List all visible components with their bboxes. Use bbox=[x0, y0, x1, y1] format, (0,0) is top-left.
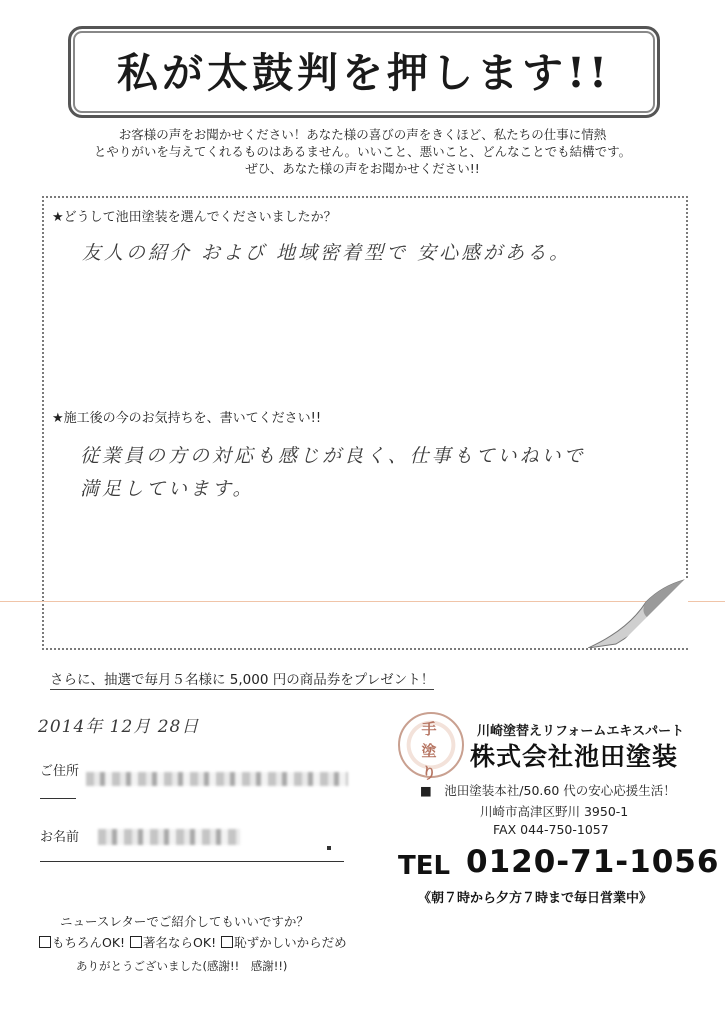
tel-label: TEL bbox=[398, 851, 451, 881]
intro-line-2: とやりがいを与えてくれるものはあるません。いいこと、悪いこと、どんなことでも結構です。 bbox=[93, 144, 632, 159]
intro-line-1: お客様の声をお聞かせください！あなた様の喜びの声をきくほど、私たちの仕事に情熱 bbox=[118, 127, 607, 142]
question-2-label: ★施工後の今のお気持ちを、書いてください!! bbox=[52, 411, 322, 426]
promo-text: さらに、抽選で毎月５名様に 5,000 円の商品券をプレゼント！ bbox=[50, 668, 434, 690]
option-1-label: もちろんOK! bbox=[52, 935, 126, 950]
company-address: 川崎市高津区野川 3950-1 bbox=[480, 804, 629, 819]
company-tagline: 川崎塗替えリフォームエキスパート bbox=[477, 724, 685, 739]
address-label: ご住所 bbox=[40, 764, 80, 779]
thanks-text: ありがとうございました(感謝!! 感謝!!) bbox=[76, 959, 288, 973]
question-1-label: ★どうして池田塗装を選んでくださいましたか？ bbox=[52, 210, 337, 225]
page-title: 私が太鼓判を押します!! bbox=[117, 49, 611, 97]
question-2-answer-line-1: 従業員の方の対応も感じが良く、仕事もていねいで bbox=[80, 445, 586, 467]
company-office-line: ■ 池田塗装本社/50.60 代の安心応援生活！ bbox=[420, 783, 676, 798]
company-name: 株式会社池田塗装 bbox=[470, 742, 679, 771]
name-dot bbox=[327, 846, 331, 850]
question-1-answer: 友人の紹介 および 地域密着型で 安心感がある。 bbox=[82, 242, 572, 264]
intro-line-3: ぜひ、あなた様の声をお聞かせください!! bbox=[245, 161, 480, 176]
business-hours: 《朝７時から夕方７時まで毎日営業中》 bbox=[418, 891, 653, 906]
newsletter-options bbox=[38, 933, 347, 951]
option-2-label: 著名ならOK! bbox=[143, 935, 217, 950]
option-3-label: 恥ずかしいからだめ bbox=[234, 935, 347, 950]
address-redacted bbox=[86, 772, 348, 786]
address-underline bbox=[40, 798, 76, 799]
tel-number: 0120-71-1056 bbox=[466, 844, 720, 880]
page-curl-icon bbox=[588, 578, 688, 648]
name-redacted bbox=[98, 829, 240, 845]
newsletter-question: ニュースレターでご紹介してもいいですか？ bbox=[60, 914, 309, 929]
seal-text: 手塗り bbox=[421, 720, 437, 782]
option-3-checkbox[interactable] bbox=[221, 936, 233, 948]
form-date: 2014年 12月 28日 bbox=[38, 717, 200, 737]
name-underline bbox=[40, 861, 344, 862]
company-fax: FAX 044-750-1057 bbox=[493, 822, 609, 837]
question-2-answer-line-2: 満足しています。 bbox=[80, 478, 255, 500]
option-2-checkbox[interactable] bbox=[130, 936, 142, 948]
option-1-checkbox[interactable] bbox=[39, 936, 51, 948]
name-label: お名前 bbox=[40, 830, 80, 845]
